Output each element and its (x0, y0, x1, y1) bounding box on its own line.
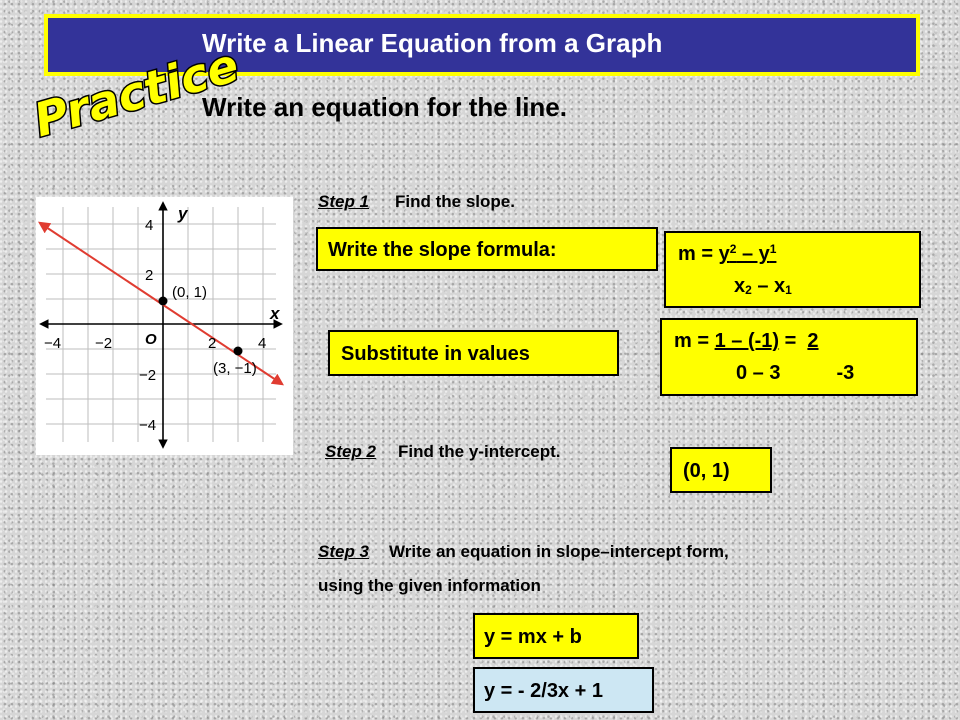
coordinate-graph (36, 197, 293, 455)
y-intercept-answer: (0, 1) (683, 460, 730, 482)
point-0-1 (159, 297, 168, 306)
general-form-box (473, 613, 639, 659)
step2-label: Step 2 (325, 442, 377, 461)
x-axis-label: x (270, 304, 280, 323)
y-tick: 4 (145, 217, 154, 234)
y-tick: −4 (139, 417, 157, 434)
y-tick: 2 (145, 267, 154, 284)
x-tick: −4 (44, 335, 62, 352)
final-equation-box (473, 667, 654, 713)
slide-title: Write a Linear Equation from a Graph (202, 28, 663, 58)
point-3-neg1 (234, 347, 243, 356)
slope-formula-numerator: $m = y^2 - y^1$ (678, 242, 777, 265)
slope-formula-prompt: Write the slope formula: (328, 239, 557, 261)
y-intercept-box (670, 447, 772, 493)
slope-formula-prompt-box (316, 227, 658, 271)
general-form: y = mx + b (484, 626, 582, 648)
x-tick: 4 (258, 335, 267, 352)
practice-wordart (18, 24, 245, 148)
slope-formula-denominator: $x_2 - x_1$ (734, 275, 792, 297)
practice-label: Practice (28, 37, 245, 148)
substitute-prompt: Substitute in values (341, 343, 530, 365)
point-label: (0, 1) (172, 284, 208, 301)
step1-label: Step 1 (318, 192, 370, 211)
point-label: (3, −1) (213, 360, 257, 377)
step3-line (318, 542, 729, 562)
step1-line (318, 192, 515, 212)
step3-text-line2: using the given information (318, 576, 541, 595)
step2-text: Find the y-intercept. (398, 442, 561, 461)
y-tick: −2 (139, 367, 157, 384)
substitution-numerator: m = 1 – (-1) = 2 (674, 330, 819, 352)
x-tick: −2 (95, 335, 113, 352)
final-equation: y = - 2/3x + 1 (484, 680, 603, 702)
slope-formula-box (664, 231, 921, 308)
origin-label: O (145, 331, 157, 348)
instruction-heading: Write an equation for the line. (202, 92, 567, 122)
y-axis-label: y (178, 204, 188, 223)
step2-line (325, 442, 561, 462)
step3-text: Write an equation in slope–intercept form, (389, 542, 729, 561)
substitution-denominator: 0 – 3 -3 (736, 362, 855, 384)
step1-text: Find the slope. (395, 192, 515, 211)
substitution-box (660, 318, 918, 396)
step3-label: Step 3 (318, 542, 370, 561)
substitute-prompt-box (328, 330, 619, 376)
x-tick: 2 (208, 335, 217, 352)
